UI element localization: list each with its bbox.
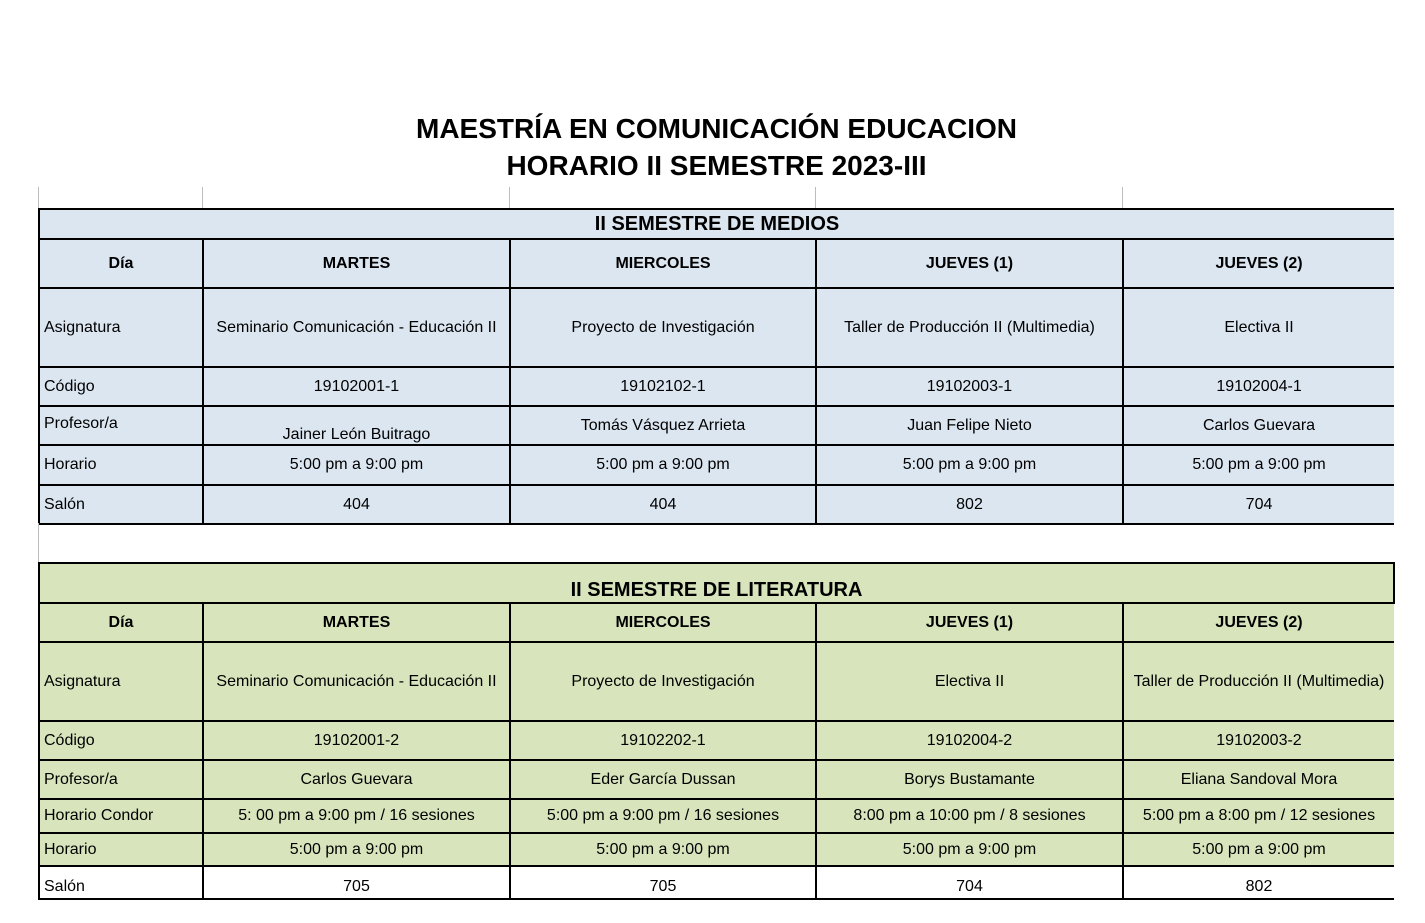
table-heading-row (39, 563, 1394, 603)
table-cell: Seminario Comunicación - Educación II (203, 288, 510, 367)
grid-tick (38, 187, 39, 209)
grid-tick (202, 187, 203, 209)
table-row (39, 445, 1394, 485)
table-cell: 5:00 pm a 9:00 pm (816, 445, 1123, 485)
table-row (39, 760, 1394, 799)
table-row (39, 799, 1394, 833)
table-cell: Tomás Vásquez Arrieta (510, 406, 816, 445)
grid-tick (1122, 187, 1123, 209)
table-cell: 5:00 pm a 8:00 pm / 12 sesiones (1123, 799, 1394, 833)
day-header: MARTES (203, 239, 510, 288)
row-label: Asignatura (39, 288, 203, 367)
table-cell: Carlos Guevara (1123, 406, 1394, 445)
day-header: MARTES (203, 603, 510, 642)
table-row (39, 866, 1394, 899)
document-subtitle: HORARIO II SEMESTRE 2023-III (506, 150, 927, 181)
table-cell: 5:00 pm a 9:00 pm (1123, 833, 1394, 866)
table-row (39, 406, 1394, 445)
table-cell: 5:00 pm a 9:00 pm (510, 833, 816, 866)
table-cell: 5:00 pm a 9:00 pm / 16 sesiones (510, 799, 816, 833)
table-row (39, 288, 1394, 367)
table-cell: 19102003-1 (816, 367, 1123, 406)
row-label: Profesor/a (39, 760, 203, 799)
day-header-row (39, 603, 1394, 642)
table-cell: 5:00 pm a 9:00 pm (203, 445, 510, 485)
table-cell: 19102001-2 (203, 721, 510, 760)
table-cell: 802 (816, 485, 1123, 524)
table-cell: 5: 00 pm a 9:00 pm / 16 sesiones (203, 799, 510, 833)
table-cell: 705 (510, 866, 816, 899)
table-heading-row (39, 209, 1394, 239)
table-cell: 802 (1123, 866, 1394, 899)
day-header: JUEVES (2) (1123, 603, 1394, 642)
table-cell: Taller de Producción II (Multimedia) (1123, 642, 1394, 721)
row-label: Horario (39, 445, 203, 485)
table-row (39, 721, 1394, 760)
table-cell: Carlos Guevara (203, 760, 510, 799)
day-header-row (39, 239, 1394, 288)
table-cell: 404 (510, 485, 816, 524)
row-label: Código (39, 721, 203, 760)
table-cell: 5:00 pm a 9:00 pm (203, 833, 510, 866)
table-cell: 19102102-1 (510, 367, 816, 406)
table-cell: 404 (203, 485, 510, 524)
table-row (39, 367, 1394, 406)
table-row (39, 485, 1394, 524)
table-row (39, 642, 1394, 721)
table-cell: 5:00 pm a 9:00 pm (816, 833, 1123, 866)
row-label: Profesor/a (39, 406, 203, 445)
dia-label: Día (39, 239, 203, 288)
grid-line (38, 523, 39, 562)
row-label: Salón (39, 485, 203, 524)
table-cell: 704 (816, 866, 1123, 899)
day-header: JUEVES (1) (816, 239, 1123, 288)
row-label: Salón (39, 866, 203, 899)
row-label: Horario Condor (39, 799, 203, 833)
table-cell: Borys Bustamante (816, 760, 1123, 799)
day-header: JUEVES (2) (1123, 239, 1394, 288)
table-cell: Electiva II (816, 642, 1123, 721)
table-cell: Proyecto de Investigación (510, 642, 816, 721)
table-cell: 19102001-1 (203, 367, 510, 406)
row-label: Asignatura (39, 642, 203, 721)
table-cell: 19102202-1 (510, 721, 816, 760)
row-label: Horario (39, 833, 203, 866)
table-cell: 705 (203, 866, 510, 899)
literatura-schedule-table (38, 562, 1395, 900)
row-label: Código (39, 367, 203, 406)
table-cell: Seminario Comunicación - Educación II (203, 642, 510, 721)
table-cell: 19102003-2 (1123, 721, 1394, 760)
medios-schedule-table (38, 208, 1394, 525)
table-cell: 5:00 pm a 9:00 pm (510, 445, 816, 485)
document-title: MAESTRÍA EN COMUNICACIÓN EDUCACION (416, 113, 1017, 144)
table-cell: Electiva II (1123, 288, 1394, 367)
table-cell: Taller de Producción II (Multimedia) (816, 288, 1123, 367)
table-cell: 19102004-2 (816, 721, 1123, 760)
section-heading: II SEMESTRE DE MEDIOS (39, 209, 1394, 239)
dia-label: Día (39, 603, 203, 642)
table-cell: 704 (1123, 485, 1394, 524)
day-header: MIERCOLES (510, 603, 816, 642)
table-cell: Eliana Sandoval Mora (1123, 760, 1394, 799)
table-cell: Jainer León Buitrago (203, 406, 510, 445)
table-cell: 5:00 pm a 9:00 pm (1123, 445, 1394, 485)
table-row (39, 833, 1394, 866)
table-cell: 19102004-1 (1123, 367, 1394, 406)
day-header: JUEVES (1) (816, 603, 1123, 642)
table-cell: Proyecto de Investigación (510, 288, 816, 367)
grid-tick (815, 187, 816, 209)
day-header: MIERCOLES (510, 239, 816, 288)
table-cell: Juan Felipe Nieto (816, 406, 1123, 445)
grid-tick (509, 187, 510, 209)
table-cell: 8:00 pm a 10:00 pm / 8 sesiones (816, 799, 1123, 833)
table-cell: Eder García Dussan (510, 760, 816, 799)
section-heading: II SEMESTRE DE LITERATURA (39, 563, 1394, 603)
